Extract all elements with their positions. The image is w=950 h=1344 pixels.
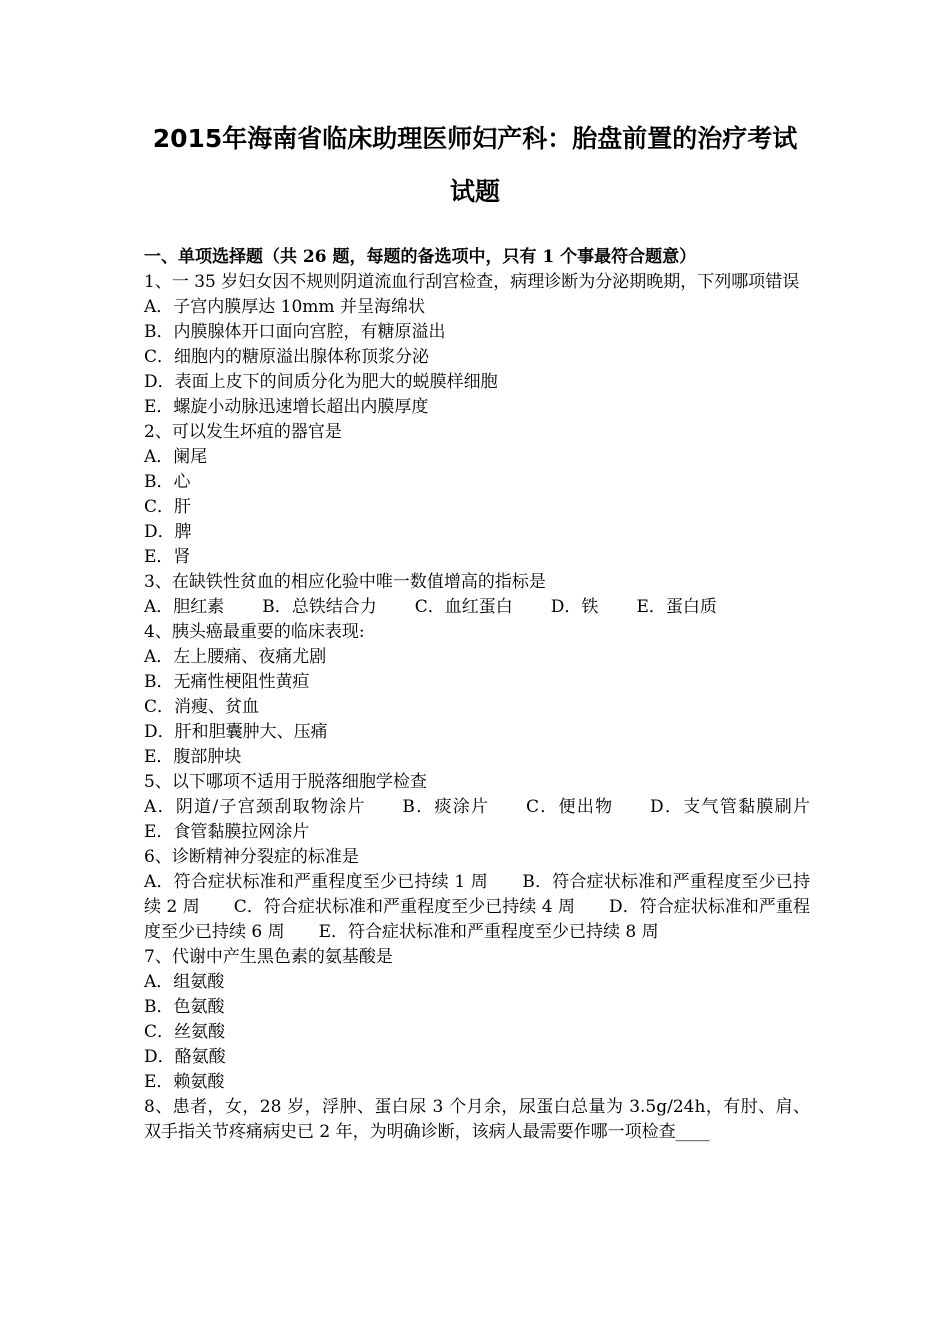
question-4-option-e: E．腹部肿块 bbox=[144, 747, 242, 767]
section-heading: 一、单项选择题（共 26 题，每题的备选项中，只有 1 个事最符合题意） bbox=[144, 247, 697, 267]
question-7-option-c: C．丝氨酸 bbox=[144, 1022, 226, 1042]
question-2-option-b: B．心 bbox=[144, 472, 191, 492]
question-3-option-c: C．血红蛋白 bbox=[414, 597, 513, 617]
question-7-option-b: B．色氨酸 bbox=[144, 997, 225, 1017]
question-1-stem: 1、一 35 岁妇女因不规则阴道流血行刮宫检查，病理诊断为分泌期晚期，下列哪项错误 bbox=[144, 272, 800, 292]
question-1-option-b: B．内膜腺体开口面向宫腔，有糖原溢出 bbox=[144, 322, 446, 342]
question-1-option-a: A．子宫内膜厚达 10mm 并呈海绵状 bbox=[144, 297, 425, 317]
question-3-option-d: D．铁 bbox=[550, 597, 599, 617]
question-7-option-d: D．酪氨酸 bbox=[144, 1047, 226, 1067]
question-2-option-e: E．肾 bbox=[144, 547, 191, 567]
question-1-option-d: D．表面上皮下的间质分化为肥大的蜕膜样细胞 bbox=[144, 372, 498, 392]
document-body bbox=[144, 245, 844, 1145]
question-4-option-b: B．无痛性梗阻性黄疸 bbox=[144, 672, 310, 692]
question-3-option-e: E．蛋白质 bbox=[636, 597, 717, 617]
question-2-option-d: D．脾 bbox=[144, 522, 192, 542]
question-1-option-e: E．螺旋小动脉迅速增长超出内膜厚度 bbox=[144, 397, 429, 417]
question-6-options: A．符合症状标准和严重程度至少已持续 1 周 B．符合症状标准和严重程度至少已持续 2 周 C．符合症状标准和严重程度至少已持续 4 周 D．符合症状标准和严重程度至少已持续 6 周 E．符合症状标准和严重程度至少已持续 8 周 bbox=[144, 872, 810, 942]
document-title-line-1: 2015年海南省临床助理医师妇产科：胎盘前置的治疗考试 bbox=[152, 124, 798, 153]
question-4-option-d: D．肝和胆囊肿大、压痛 bbox=[144, 722, 328, 742]
document-title-line-2: 试题 bbox=[449, 177, 500, 206]
question-4-stem: 4、胰头癌最重要的临床表现: bbox=[144, 622, 365, 642]
question-3-options bbox=[144, 595, 810, 620]
question-1-option-c: C．细胞内的糖原溢出腺体称顶浆分泌 bbox=[144, 347, 430, 367]
question-4-option-c: C．消瘦、贫血 bbox=[144, 697, 260, 717]
question-2-stem: 2、可以发生坏疽的器官是 bbox=[144, 422, 342, 442]
question-4-option-a: A．左上腰痛、夜痛尤剧 bbox=[144, 647, 327, 667]
question-3-stem: 3、在缺铁性贫血的相应化验中唯一数值增高的指标是 bbox=[144, 572, 546, 592]
question-5-options: A．阴道/子宫颈刮取物涂片 B．痰涂片 C．便出物 D．支气管黏膜刷片 E．食管黏膜拉网涂片 bbox=[144, 797, 844, 842]
question-2-option-a: A．阑尾 bbox=[144, 447, 208, 467]
question-5-stem: 5、以下哪项不适用于脱落细胞学检查 bbox=[144, 772, 427, 792]
question-3-option-b: B．总铁结合力 bbox=[262, 597, 377, 617]
question-7-option-e: E．赖氨酸 bbox=[144, 1072, 225, 1092]
question-6-stem: 6、诊断精神分裂症的标准是 bbox=[144, 847, 359, 867]
question-8-stem: 8、患者，女，28 岁，浮肿、蛋白尿 3 个月余，尿蛋白总量为 3.5g/24h，有肘、肩、双手指关节疼痛病史已 2 年，为明确诊断，该病人最需要作哪一项检查____ bbox=[144, 1097, 810, 1142]
question-7-stem: 7、代谢中产生黑色素的氨基酸是 bbox=[144, 947, 393, 967]
question-3-option-a: A．胆红素 bbox=[144, 597, 225, 617]
question-7-option-a: A．组氨酸 bbox=[144, 972, 225, 992]
question-2-option-c: C．肝 bbox=[144, 497, 192, 517]
